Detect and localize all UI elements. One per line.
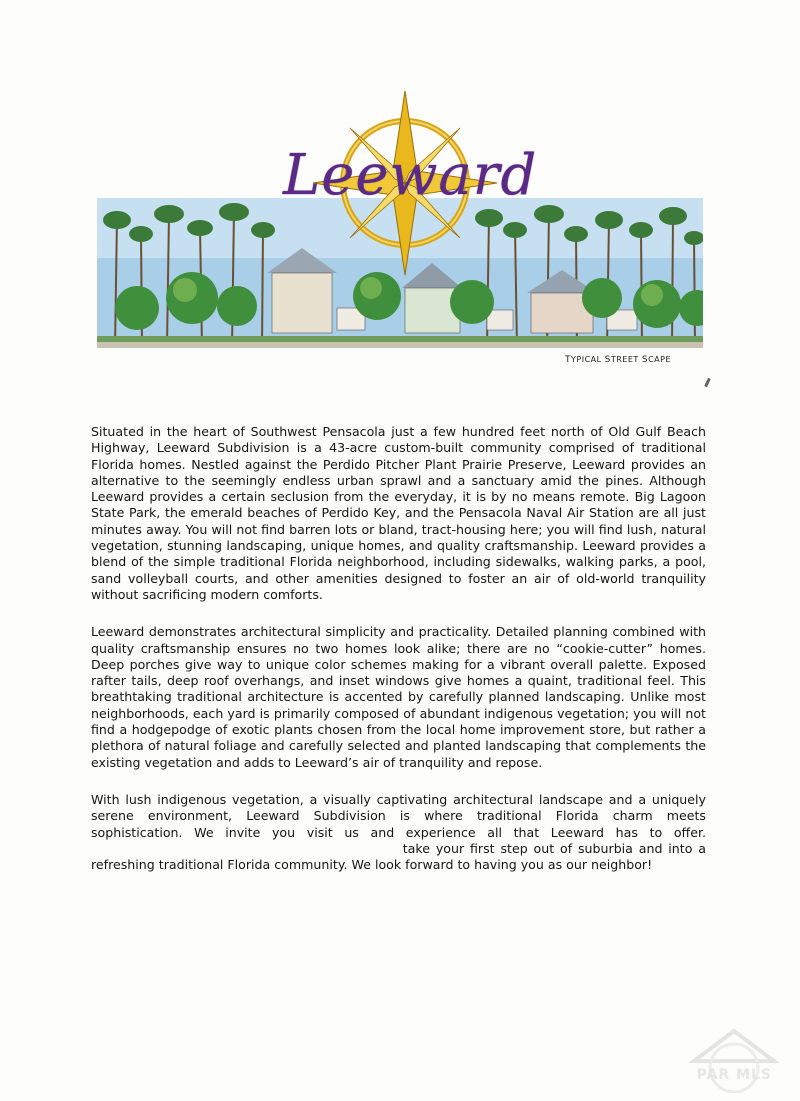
watermark-text: PAR MLS [696, 1067, 772, 1083]
illustration-caption [565, 355, 671, 365]
paragraph-intro: Situated in the heart of Southwest Pensacola just a few hundred feet north of Old Gulf Beach Highway, Leeward Subdivision is a 43-acre custom-built community comprised of traditional Florida homes. Nestled against the Perdido Pitcher Plant Prairie Preserve, Leeward provides an alternative to the seemingly endless urban sprawl and a sanctuary amid the pines. Although Leeward provides a certain seclusion from the everyday, it is by no means remote. Big Lagoon State Park, the emerald beaches of Perdido Key, and the Pensacola Naval Air Station are all just minutes away. You will not find barren lots or bland, tract-housing here; you will find lush, natural vegetation, stunning landscaping, unique homes, and quality craftsmanship. Leeward provides a blend of the simple traditional Florida neighborhood, including sidewalks, walking parks, a pool, sand volleyball courts, and other amenities designed to foster an air of old-world tranquility without sacrificing modern comforts. [91, 424, 706, 602]
caption-letter-t: T [565, 355, 571, 365]
stray-pen-mark [704, 378, 711, 387]
body-copy [91, 424, 706, 894]
leeward-wordmark: Leeward [283, 143, 538, 208]
caption-letter-s2: S [641, 355, 649, 365]
paragraph-closing [91, 792, 706, 873]
closing-text-2: take your first step out of suburbia and into a refreshing traditional Florida community. We look forward to having you as our neighbor! [91, 840, 706, 873]
paragraph-architecture: Leeward demonstrates architectural simplicity and practicality. Detailed planning combined with quality craftsmanship ensures no two homes look alike; there are no “cookie-cutter” homes. Deep porches give way to unique color schemes making for a vibrant overall palette. Exposed rafter tails, deep roof overhangs, and inset windows give homes a quaint, traditional feel. This breathtaking traditional architecture is accented by carefully planned landscaping. Unlike most neighborhoods, each yard is primarily composed of abundant indigenous vegetation; you will not find a hodgepodge of exotic plants chosen from the local home improvement store, but rather a plethora of natural foliage and carefully selected and planted landscaping that complements the existing vegetation and adds to Leeward’s air of tranquility and repose. [91, 624, 706, 770]
caption-part-1: YPICAL [571, 355, 605, 364]
redacted-area-2 [247, 841, 397, 853]
caption-letter-s1: S [604, 355, 611, 365]
redacted-area [91, 841, 241, 853]
caption-part-2: TREET [610, 355, 642, 364]
closing-text-1: With lush indigenous vegetation, a visually captivating architectural landscape and a uniquely serene environment, Leeward Subdivision is where traditional Florida charm meets sophistication. We invite you visit us and experience all that Leeward has to offer. [91, 791, 706, 840]
caption-part-3: CAPE [648, 355, 671, 364]
